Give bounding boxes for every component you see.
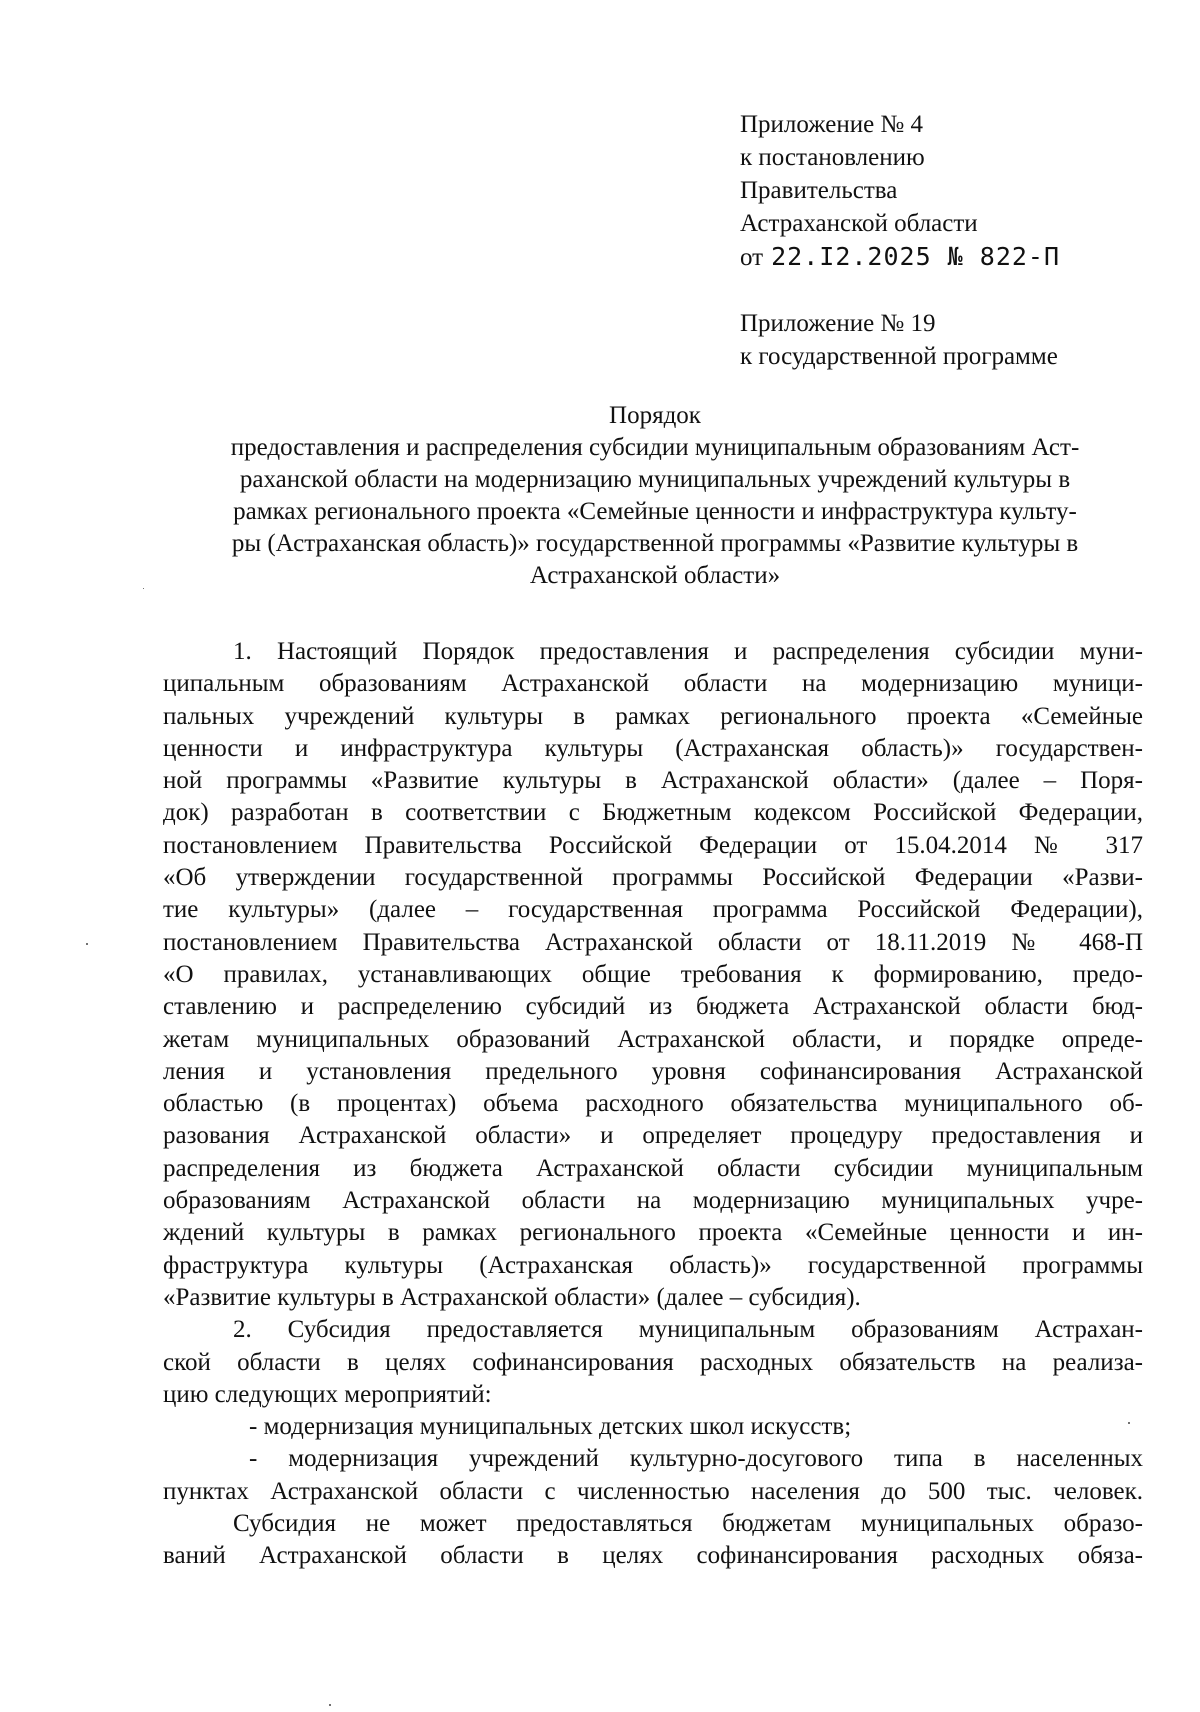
document-body — [163, 636, 1143, 1573]
body-line: пунктах Астраханской области с численностью населения до 500 тыс. человек. — [163, 1477, 1143, 1505]
body-line: - модернизация муниципальных детских школ искусств; — [249, 1413, 852, 1441]
scan-speck — [86, 943, 88, 945]
body-line: ской области в целях софинансирования расходных обязательств на реализа- — [163, 1348, 1143, 1376]
body-line: пальных учреждений культуры в рамках регионального проекта «Семейные — [163, 702, 1143, 730]
body-line: «Развитие культуры в Астраханской области» (далее – субсидия). — [163, 1283, 861, 1311]
body-line: жетам муниципальных образований Астраханской области, и порядке опреде- — [163, 1025, 1143, 1053]
body-line: постановлением Правительства Российской Федерации от 15.04.2014 № 317 — [163, 831, 1143, 859]
body-line: областью (в процентах) объема расходного обязательства муниципального об- — [163, 1090, 1143, 1118]
document-title-block — [160, 400, 1150, 592]
body-line: разования Астраханской области» и определяет процедуру предоставления и — [163, 1122, 1143, 1150]
title-line: рамках регионального проекта «Семейные ценности и инфраструктура культу- — [233, 498, 1077, 525]
document-heading: Порядок — [609, 402, 701, 429]
body-line: постановлением Правительства Астраханской области от 18.11.2019 № 468-П — [163, 928, 1143, 956]
approval-date-number-stamp: 22.I2.2025 № 822-П — [771, 242, 1061, 271]
body-line: 1. Настоящий Порядок предоставления и распределения субсидии муни- — [233, 638, 1143, 665]
appendix-line-1: Приложение № 19 — [740, 310, 936, 337]
body-line: ждений культуры в рамках регионального проекта «Семейные ценности и ин- — [163, 1219, 1143, 1247]
body-line: «О правилах, устанавливающих общие требования к формированию, предо- — [163, 960, 1143, 988]
body-line: 2. Субсидия предоставляется муниципальным образованиям Астрахан- — [233, 1316, 1143, 1344]
body-line: ной программы «Развитие культуры в Астраханской области» (далее – Поря- — [163, 767, 1143, 795]
scan-speck — [1128, 1422, 1130, 1424]
scan-speck — [329, 1704, 331, 1706]
appendix-line-2: к государственной программе — [740, 343, 1058, 370]
body-line: ципальным образованиям Астраханской области на модернизацию муници- — [163, 670, 1143, 698]
body-line: ления и установления предельного уровня софинансирования Астраханской — [163, 1057, 1143, 1085]
body-line: распределения из бюджета Астраханской области субсидии муниципальным — [163, 1154, 1143, 1182]
title-line: Астраханской области» — [529, 562, 781, 589]
body-line: фраструктура культуры (Астраханская область)» государственной программы — [163, 1251, 1143, 1279]
body-line: Субсидия не может предоставляться бюджетам муниципальных образо- — [233, 1510, 1143, 1538]
approval-line-5 — [740, 240, 1060, 274]
body-line: ваний Астраханской области в целях софинансирования расходных обяза- — [163, 1542, 1143, 1570]
body-line: «Об утверждении государственной программы Российской Федерации «Разви- — [163, 864, 1143, 892]
body-line: цию следующих мероприятий: — [163, 1380, 492, 1408]
scan-speck — [143, 588, 144, 589]
body-line: тие культуры» (далее – государственная программа Российской Федерации), — [163, 896, 1143, 924]
title-line: предоставления и распределения субсидии муниципальным образованиям Аст- — [230, 434, 1080, 461]
approval-line-2: к постановлению — [740, 144, 925, 171]
approval-line-3: Правительства — [740, 177, 898, 204]
approval-reference-block — [740, 108, 1060, 274]
body-line: образованиям Астраханской области на модернизацию муниципальных учре- — [163, 1187, 1143, 1215]
body-line: ценности и инфраструктура культуры (Астраханская область)» государствен- — [163, 734, 1143, 762]
approval-line-4: Астраханской области — [740, 210, 978, 237]
body-line: док) разработан в соответствии с Бюджетным кодексом Российской Федерации, — [163, 799, 1143, 827]
body-line: ставлению и распределению субсидий из бюджета Астраханской области бюд- — [163, 993, 1143, 1021]
appendix-reference-block — [740, 307, 1058, 373]
title-line: ры (Астраханская область)» государственной программы «Развитие культуры в — [231, 530, 1079, 557]
body-line: - модернизация учреждений культурно-досугового типа в населенных — [249, 1445, 1143, 1473]
title-line: раханской области на модернизацию муниципальных учреждений культуры в — [239, 466, 1071, 493]
approval-date-prefix: от — [740, 244, 764, 271]
approval-line-1: Приложение № 4 — [740, 111, 924, 138]
